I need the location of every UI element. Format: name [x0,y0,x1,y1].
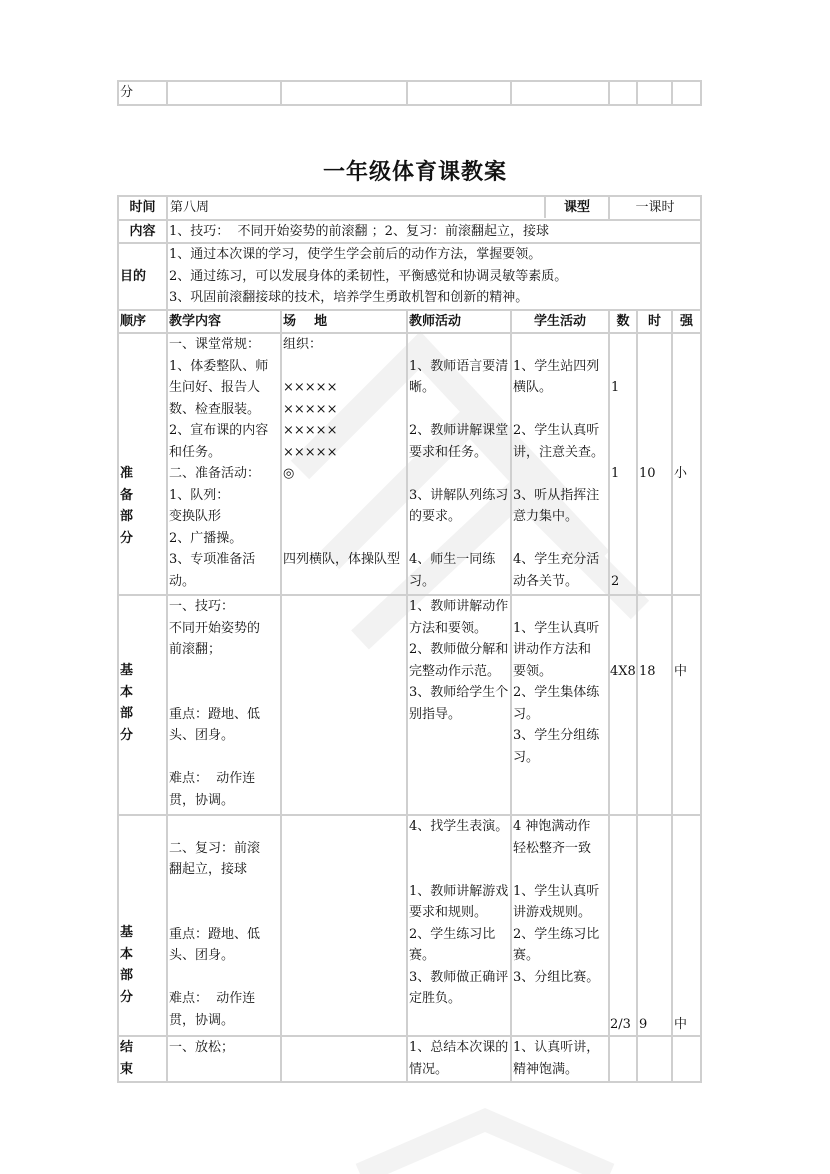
text-line: 1、教师语言要清 [409,358,509,374]
text-line: 情况。 [409,1061,449,1077]
text-line: 3、分组比赛。 [513,969,600,985]
table-cell [281,81,407,105]
header-intensity: 强 [672,310,701,334]
time-value: 9 [639,1016,648,1032]
order-char: 准 [120,466,134,481]
text-line: 讲游戏规则。 [513,905,592,920]
text-line: 1、体委整队、师 [169,358,269,374]
count-value: 2/3 [610,1016,631,1032]
text-line: 4、找学生表演。 [409,819,509,834]
section-content [167,1036,281,1082]
section-teacher [407,595,511,815]
text-line: 讲，注意关查。 [513,444,605,460]
formation-row: ××××× [283,380,338,395]
header-student: 学生活动 [511,310,609,334]
text-line: 定胜负。 [409,991,462,1006]
section-intensity [672,333,701,595]
page-title: 一年级体育课教案 [322,160,507,185]
text-line: 重点：蹬地、低 [169,926,261,942]
previous-page-table [117,80,702,106]
intensity-value: 中 [674,663,688,679]
intensity-value: 中 [674,1016,688,1032]
section-venue [281,1036,407,1082]
order-char: 部 [120,509,134,524]
text-line: 要领。 [513,663,553,679]
text-line: 4、学生充分活 [513,552,600,567]
text-line: 习。 [409,573,436,589]
text-line: 数、检查服装。 [169,401,261,417]
section-teacher [407,815,511,1036]
text-line: 2、学生练习比 [513,926,600,942]
section-content [167,815,281,1036]
text-line: 和任务。 [169,444,222,460]
header-time: 时 [637,310,672,334]
goals-list [167,243,701,310]
text-line: 1、队列： [169,487,230,503]
section-row-main-2 [118,815,701,1036]
text-line: 不同开始姿势的 [169,620,261,636]
text-line: 3、学生分组练 [513,728,600,743]
goal-item: 2、通过练习，可以发展身体的柔韧性，平衡感觉和协调灵敏等素质。 [169,268,568,284]
section-student [511,1036,609,1082]
text-line: 二、准备活动： [169,466,261,481]
text-line: 变换队形 [169,509,222,524]
section-time [637,595,672,815]
text-line: 习。 [513,706,540,722]
order-char: 部 [120,706,134,721]
text-line: 1、总结本次课的 [409,1040,509,1055]
content-row [118,220,701,244]
table-cell [511,81,609,105]
section-count [609,333,637,595]
text-line: 2、学生练习比 [409,926,496,942]
text-line: 要求和任务。 [409,444,488,460]
text-line: 1、学生站四列 [513,358,600,374]
text-line: 晰。 [409,380,436,395]
text-line: 1、教师讲解动作 [409,599,509,614]
section-time [637,1036,672,1082]
order-char: 备 [120,487,134,503]
time-value-text: 第八周 [170,200,210,215]
table-cell [637,81,672,105]
order-char: 束 [120,1061,134,1077]
time-label: 时间 [118,196,167,220]
header-count: 数 [609,310,637,334]
text-line: 横队。 [513,380,553,395]
text-line: 讲动作方法和 [513,642,592,657]
text-line: 4、师生一同练 [409,552,496,567]
text-line: 二、复习：前滚 [169,840,261,856]
section-time [637,333,672,595]
time-value: 10 [639,466,656,481]
section-intensity [672,815,701,1036]
goal-item: 3、巩固前滚翻接球的技术，培养学生勇敢机智和创新的精神。 [169,290,529,305]
text-line: 一、放松； [169,1040,235,1055]
time-value [167,196,609,220]
section-content [167,333,281,595]
text-line: 2、学生集体练 [513,685,600,700]
text-line: 习。 [513,749,540,765]
text-line: 1、认真听讲， [513,1040,600,1055]
text-line: 一、课堂常规： [169,337,261,352]
section-row-prep [118,333,701,595]
text-line: 意力集中。 [513,509,579,524]
text-line: 2、教师讲解课堂 [409,423,509,438]
section-row-end [118,1036,701,1082]
count-value: 1 [611,466,620,481]
text-line: 2、学生认真听 [513,423,600,438]
section-order [118,1036,167,1082]
text-line: 精神饱满。 [513,1061,579,1077]
header-order: 顺序 [118,310,167,334]
table-cell [167,81,281,105]
goal-item: 1、通过本次课的学习，使学生学会前后的动作方法，掌握要领。 [169,247,542,262]
text-line: 翻起立，接球 [169,862,248,877]
text-line: 3、教师给学生个 [409,685,509,700]
text-line: 赛。 [513,948,540,963]
section-student [511,595,609,815]
text-line: 轻松整齐一致 [513,840,592,856]
text-line: 2、教师做分解和 [409,642,509,657]
header-teacher: 教师活动 [407,310,511,334]
section-count [609,815,637,1036]
section-venue [281,333,407,595]
text-line: 贯，协调。 [169,1012,235,1028]
section-time [637,815,672,1036]
text-line: 赛。 [409,948,436,963]
text-line: 3、教师做正确评 [409,969,509,985]
text-line: 重点：蹬地、低 [169,706,261,722]
text-line: 方法和要领。 [409,620,488,636]
type-label: 课型 [544,197,608,218]
order-char: 本 [120,946,134,962]
text-line: 1、学生认真听 [513,620,600,636]
section-student [511,333,609,595]
text-line: 四列横队，体操队型 [283,552,401,567]
text-line: 动。 [169,573,196,589]
text-line: 4 神饱满动作 [513,819,591,834]
section-venue [281,595,407,815]
text-line: 3、听从指挥注 [513,487,600,503]
text-line: 一、技巧： [169,599,235,614]
order-char: 基 [120,925,134,940]
order-char: 本 [120,684,134,700]
text-line: 组织： [283,337,323,352]
section-teacher [407,333,511,595]
text-line: 头、团身。 [169,948,235,963]
section-student [511,815,609,1036]
section-order [118,333,167,595]
goals-row [118,243,701,310]
table-cell: 分 [118,81,167,105]
count-value: 1 [611,380,620,395]
table-cell [609,81,637,105]
count-value: 4X8 [610,663,636,679]
section-intensity [672,595,701,815]
text-line: 贯，协调。 [169,792,235,808]
order-char: 基 [120,663,134,678]
column-header-row [118,310,701,334]
type-value: 一课时 [609,196,701,220]
text-line: 难点： 动作连 [169,771,256,786]
order-char: 分 [120,530,134,546]
text-line: 生问好、报告人 [169,380,261,395]
content-value: 1、技巧： 不同开始姿势的前滚翻 ；2、复习：前滚翻起立，接球 [167,220,701,244]
teacher-position-icon: ◎ [283,466,295,481]
intensity-value: 小 [674,466,688,481]
section-row-main-1 [118,595,701,815]
header-content: 教学内容 [167,310,281,334]
table-cell [407,81,511,105]
text-line: 要求和规则。 [409,905,488,920]
text-line: 动各关节。 [513,573,579,589]
table-cell [672,81,701,105]
section-order [118,815,167,1036]
formation-row: ××××× [283,401,338,417]
text-line: 2、宣布课的内容 [169,423,269,438]
text-line: 难点： 动作连 [169,991,256,1006]
goal-label: 目的 [118,243,167,310]
section-count [609,1036,637,1082]
text-line: 完整动作示范。 [409,663,501,679]
section-teacher [407,1036,511,1082]
section-content [167,595,281,815]
text-line: 3、专项准备活 [169,552,256,567]
count-value: 2 [611,573,620,589]
text-line: 3、讲解队列练习 [409,487,509,503]
order-char: 部 [120,968,134,983]
header-venue: 场 地 [281,310,407,334]
text-line: 的要求。 [409,509,462,524]
table-row [118,81,701,105]
text-line: 1、学生认真听 [513,883,600,899]
text-line: 前滚翻； [169,642,222,657]
content-label: 内容 [118,220,167,244]
lesson-plan-table [117,195,702,1083]
text-line: 头、团身。 [169,728,235,743]
time-row [118,196,701,220]
formation-row: ××××× [283,423,338,438]
text-line: 1、教师讲解游戏 [409,883,509,899]
order-char: 结 [120,1040,134,1055]
formation-row: ××××× [283,444,338,460]
section-venue [281,815,407,1036]
text-line: 别指导。 [409,706,462,722]
time-value: 18 [639,663,656,679]
order-char: 分 [120,727,134,743]
section-intensity [672,1036,701,1082]
section-count [609,595,637,815]
text-line: 2、广播操。 [169,530,243,546]
order-char: 分 [120,989,134,1005]
section-order [118,595,167,815]
